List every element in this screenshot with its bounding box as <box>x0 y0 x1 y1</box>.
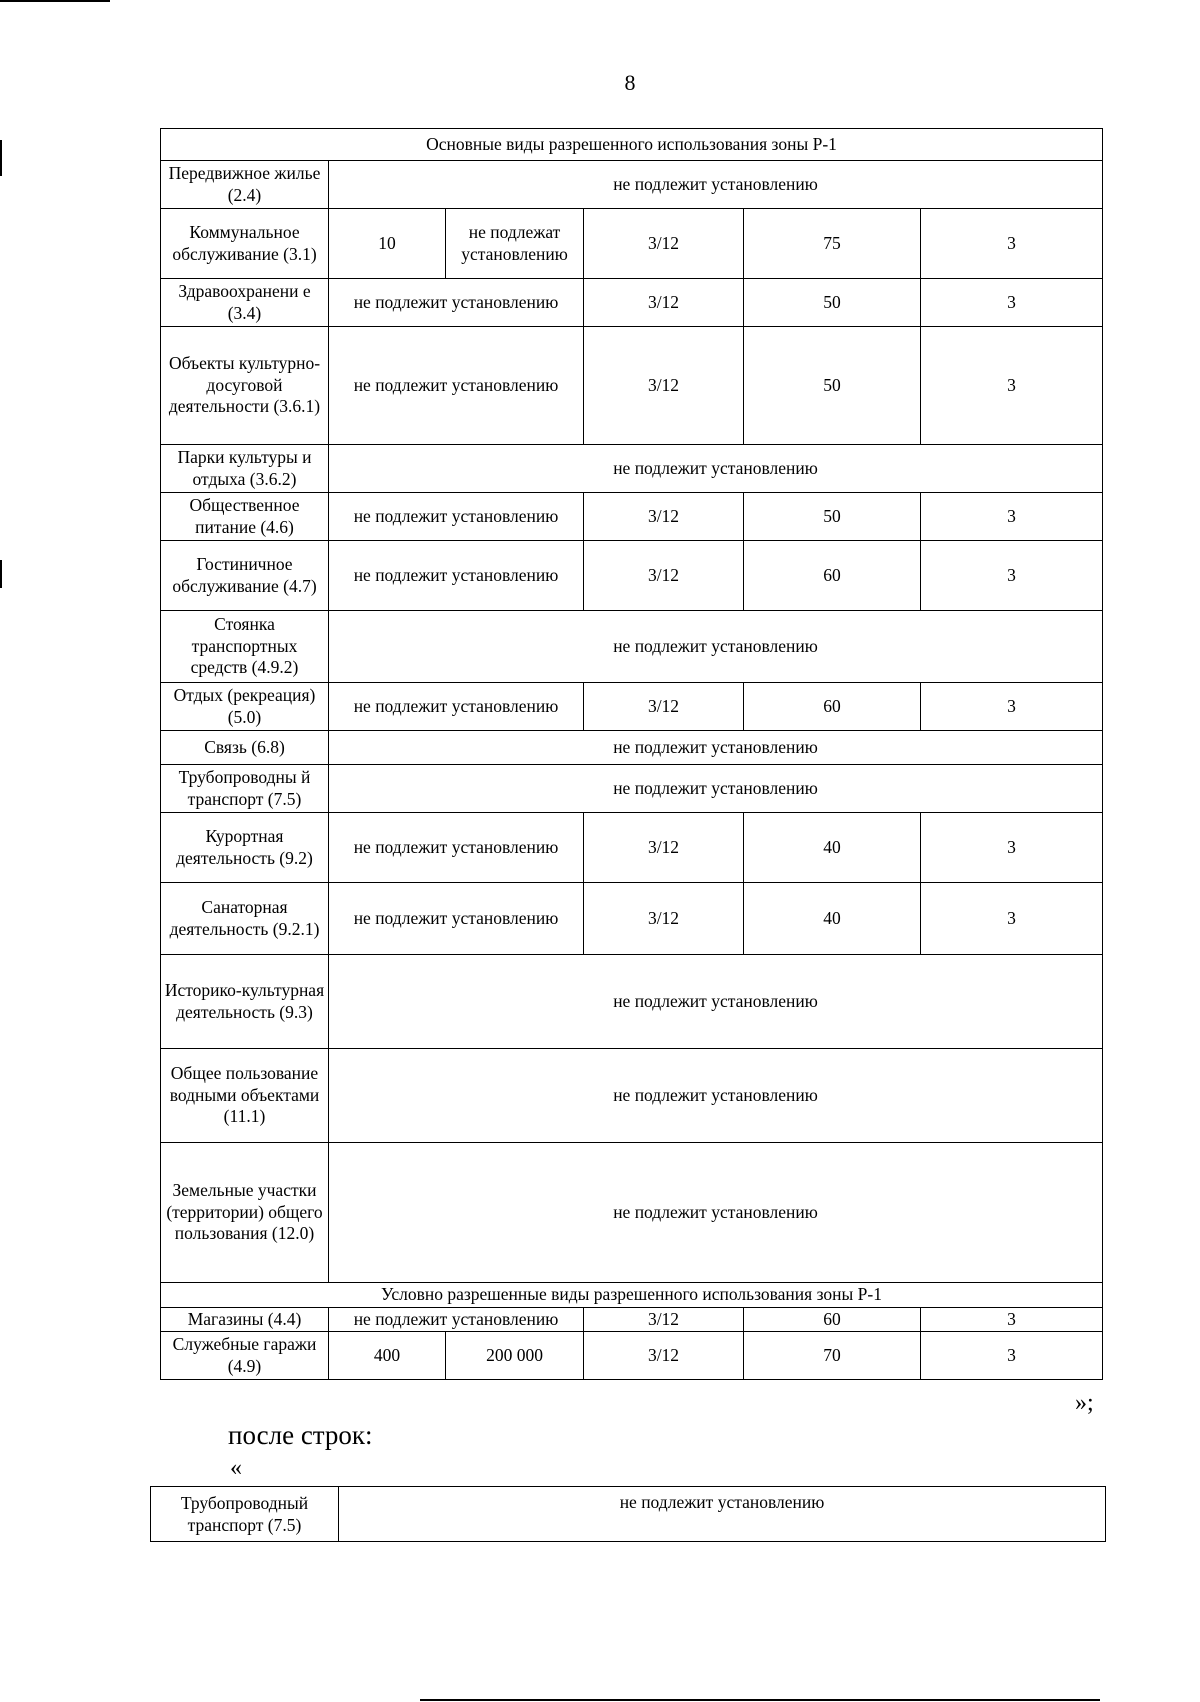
use-type-cell: Магазины (4.4) <box>161 1308 329 1332</box>
use-type-cell: Парки культуры и отдыха (3.6.2) <box>161 445 329 493</box>
page-number: 8 <box>624 70 636 95</box>
value-cell: 3 <box>921 883 1103 955</box>
use-type-cell: Стоянка транспортных средств (4.9.2) <box>161 611 329 683</box>
value-cell: не подлежит установлению <box>329 493 584 541</box>
value-cell: 3/12 <box>584 209 744 279</box>
use-type-cell: Санаторная деятельность (9.2.1) <box>161 883 329 955</box>
value-cell: 3 <box>921 1332 1103 1380</box>
use-type-cell: Общее пользование водными объектами (11.1) <box>161 1049 329 1143</box>
table-row <box>161 883 1103 955</box>
merged-value-cell: не подлежит установлению <box>329 161 1103 209</box>
use-type-cell: Объекты культурно-досуговой деятельности (3.6.1) <box>161 327 329 445</box>
value-cell: 50 <box>744 327 921 445</box>
value-cell: не подлежит установлению <box>329 1308 584 1332</box>
merged-value-cell: не подлежит установлению <box>329 1143 1103 1283</box>
value-cell: 70 <box>744 1332 921 1380</box>
table-row <box>161 813 1103 883</box>
table-row <box>161 683 1103 731</box>
table-row <box>161 1049 1103 1143</box>
value-cell: 50 <box>744 493 921 541</box>
table-row <box>161 279 1103 327</box>
closing-quote: »; <box>1075 1390 1094 1416</box>
scan-edge-mark <box>420 1699 1100 1701</box>
value-cell: 10 <box>329 209 446 279</box>
table-row <box>161 1332 1103 1380</box>
scan-edge-mark <box>0 0 110 2</box>
pipeline-transport-table <box>150 1486 1106 1542</box>
use-type-cell: Гостиничное обслуживание (4.7) <box>161 541 329 611</box>
table-row <box>161 445 1103 493</box>
value-cell: 3 <box>921 209 1103 279</box>
use-type-cell: Коммунальное обслуживание (3.1) <box>161 209 329 279</box>
opening-quote: « <box>230 1455 242 1481</box>
merged-value-cell: не подлежит установлению <box>329 955 1103 1049</box>
value-cell: 3 <box>921 493 1103 541</box>
value-cell: 3 <box>921 683 1103 731</box>
value-cell: 3/12 <box>584 683 744 731</box>
scan-edge-mark <box>0 560 2 588</box>
value-cell: 60 <box>744 683 921 731</box>
use-type-cell: Историко-культурная деятельность (9.3) <box>161 955 329 1049</box>
table-row <box>151 1487 1106 1542</box>
value-cell: не подлежит установлению <box>329 541 584 611</box>
after-rows-label: после строк: <box>228 1420 373 1450</box>
table-row <box>161 493 1103 541</box>
value-cell: 40 <box>744 813 921 883</box>
section-header-row <box>161 129 1103 161</box>
value-cell: 60 <box>744 1308 921 1332</box>
value-cell: 40 <box>744 883 921 955</box>
section-title-conditional: Условно разрешенные виды разрешенного использования зоны Р-1 <box>161 1283 1103 1308</box>
value-cell: 200 000 <box>446 1332 584 1380</box>
table-row <box>161 731 1103 765</box>
value-cell: не подлежит установлению <box>329 327 584 445</box>
table-row <box>161 209 1103 279</box>
value-cell: 3 <box>921 1308 1103 1332</box>
value-cell: 400 <box>329 1332 446 1380</box>
use-type-cell: Общественное питание (4.6) <box>161 493 329 541</box>
use-type-cell: Служебные гаражи (4.9) <box>161 1332 329 1380</box>
use-type-cell: Связь (6.8) <box>161 731 329 765</box>
value-cell: 3/12 <box>584 1308 744 1332</box>
value-cell: 3/12 <box>584 883 744 955</box>
value-cell: не подлежит установлению <box>329 683 584 731</box>
use-type-cell: Здравоохранени е (3.4) <box>161 279 329 327</box>
use-type-cell: Трубопроводный транспорт (7.5) <box>151 1487 339 1542</box>
scan-edge-mark <box>0 140 2 176</box>
value-cell: 75 <box>744 209 921 279</box>
value-cell: 3/12 <box>584 1332 744 1380</box>
value-cell: 3 <box>921 279 1103 327</box>
value-cell: 3 <box>921 541 1103 611</box>
value-cell: 3 <box>921 327 1103 445</box>
value-cell: 3 <box>921 813 1103 883</box>
merged-value-cell: не подлежит установлению <box>329 445 1103 493</box>
table-row <box>161 161 1103 209</box>
section-header-row <box>161 1283 1103 1308</box>
value-cell: 50 <box>744 279 921 327</box>
value-cell: 60 <box>744 541 921 611</box>
value-cell: 3/12 <box>584 279 744 327</box>
table-row <box>161 1308 1103 1332</box>
table-row <box>161 765 1103 813</box>
use-type-cell: Земельные участки (территории) общего пользования (12.0) <box>161 1143 329 1283</box>
table-row <box>161 327 1103 445</box>
value-cell: 3/12 <box>584 493 744 541</box>
value-cell: не подлежит установлению <box>329 883 584 955</box>
table-row <box>161 541 1103 611</box>
zone-r1-regulations-table <box>160 128 1103 1380</box>
merged-value-cell: не подлежит установлению <box>329 611 1103 683</box>
use-type-cell: Передвижное жилье (2.4) <box>161 161 329 209</box>
merged-value-cell: не подлежит установлению <box>329 731 1103 765</box>
use-type-cell: Курортная деятельность (9.2) <box>161 813 329 883</box>
value-cell: 3/12 <box>584 327 744 445</box>
table-row <box>161 955 1103 1049</box>
merged-value-cell: не подлежит установлению <box>329 1049 1103 1143</box>
value-cell: не подлежит установлению <box>329 813 584 883</box>
section-title-main: Основные виды разрешенного использования зоны Р-1 <box>161 129 1103 161</box>
value-cell: не подлежат установлению <box>446 209 584 279</box>
merged-value-cell: не подлежит установлению <box>339 1487 1106 1542</box>
table-row <box>161 611 1103 683</box>
table-row <box>161 1143 1103 1283</box>
use-type-cell: Трубопроводны й транспорт (7.5) <box>161 765 329 813</box>
value-cell: не подлежит установлению <box>329 279 584 327</box>
use-type-cell: Отдых (рекреация) (5.0) <box>161 683 329 731</box>
value-cell: 3/12 <box>584 541 744 611</box>
merged-value-cell: не подлежит установлению <box>329 765 1103 813</box>
value-cell: 3/12 <box>584 813 744 883</box>
